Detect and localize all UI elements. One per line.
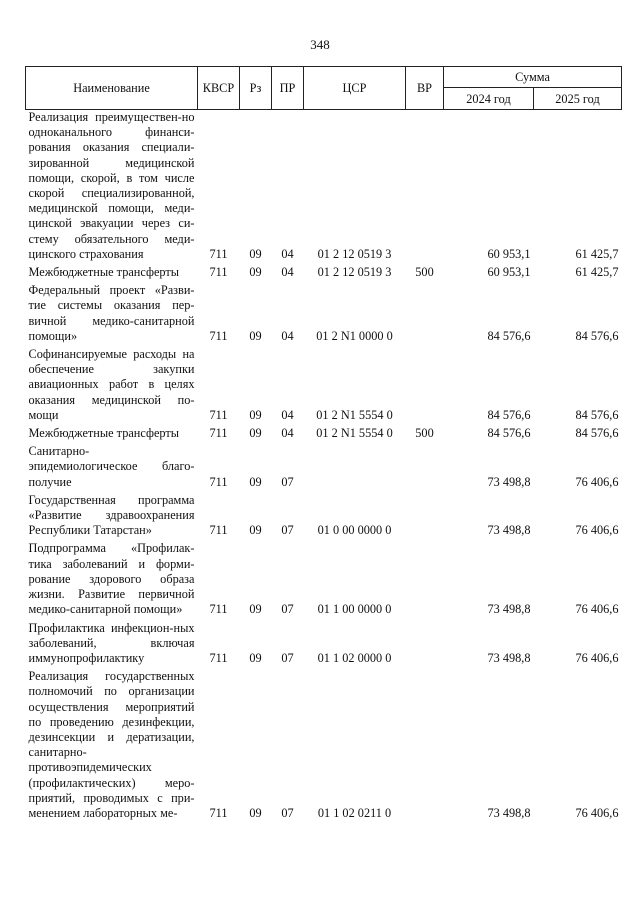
row-amount-2024: 84 576,6	[487, 328, 531, 343]
row-amount-2025: 84 576,6	[575, 407, 619, 422]
row-rz: 09	[249, 474, 262, 489]
row-vr	[406, 666, 444, 821]
table-row	[26, 538, 622, 617]
row-vr	[406, 618, 444, 667]
row-name: Межбюджетные трансферты	[28, 426, 180, 441]
row-kvsr: 711	[209, 650, 228, 665]
row-kvsr: 711	[209, 328, 228, 343]
header-rz: Рз	[240, 67, 272, 110]
row-amount-2024: 73 498,8	[487, 602, 531, 617]
row-rz: 09	[249, 246, 262, 261]
row-name: Реализация государственных полномочий по организации осуществления мероприятий по проведению дезинфекции, дезинсекции и дератизации, санитарно-противоэпидемических (профилактических) меро-приятий, проводимых с при-менением лабораторных ме-	[28, 669, 195, 820]
row-kvsr: 711	[209, 426, 228, 441]
row-rz: 09	[249, 328, 262, 343]
row-csr: 01 2 12 0519 3	[317, 246, 392, 261]
table-row	[26, 423, 622, 441]
row-csr: 01 1 02 0000 0	[317, 650, 392, 665]
row-amount-2025: 61 425,7	[575, 246, 619, 261]
row-pr: 07	[281, 523, 294, 538]
row-csr	[304, 441, 406, 490]
row-name: Государственная программа «Развитие здравоохранения Республики Татарстан»	[28, 492, 195, 538]
row-kvsr: 711	[209, 407, 228, 422]
row-csr: 01 2 N1 5554 0	[316, 407, 393, 422]
row-csr: 01 0 00 0000 0	[317, 523, 392, 538]
row-name: Профилактика инфекцион-ных заболеваний, включая иммунопрофилактику	[28, 620, 195, 665]
table-row	[26, 280, 622, 344]
row-rz: 09	[249, 805, 262, 820]
row-amount-2025: 76 406,6	[575, 474, 619, 489]
table-row	[26, 262, 622, 280]
table-row	[26, 666, 622, 821]
row-vr	[406, 110, 444, 263]
row-name: Санитарно-эпидемиологическое благо-получие	[28, 444, 195, 489]
row-amount-2024: 84 576,6	[487, 407, 531, 422]
table-row	[26, 110, 622, 263]
row-csr: 01 2 12 0519 3	[317, 265, 392, 280]
row-kvsr: 711	[209, 265, 228, 280]
row-kvsr: 711	[209, 602, 228, 617]
row-vr	[406, 344, 444, 423]
row-kvsr: 711	[209, 474, 228, 489]
row-amount-2024: 60 953,1	[487, 265, 531, 280]
header-year-2025: 2025 год	[534, 88, 622, 110]
header-year-2024: 2024 год	[444, 88, 534, 110]
row-csr: 01 2 N1 0000 0	[316, 328, 393, 343]
row-amount-2025: 76 406,6	[575, 602, 619, 617]
row-vr: 500	[415, 426, 434, 441]
row-kvsr: 711	[209, 246, 228, 261]
row-pr: 04	[281, 265, 294, 280]
row-rz: 09	[249, 426, 262, 441]
table-body	[26, 110, 622, 822]
row-name: Подпрограмма «Профилак-тика заболеваний и форми-рование здорового образа жизни. Развитие первичной медико-санитарной помощи»	[28, 541, 195, 617]
row-amount-2025: 76 406,6	[575, 523, 619, 538]
row-vr	[406, 538, 444, 617]
row-amount-2024: 84 576,6	[487, 426, 531, 441]
header-kvsr: КВСР	[198, 67, 240, 110]
budget-table	[25, 66, 622, 821]
table-row	[26, 441, 622, 490]
header-pr: ПР	[272, 67, 304, 110]
row-amount-2024: 73 498,8	[487, 650, 531, 665]
row-rz: 09	[249, 265, 262, 280]
row-vr: 500	[415, 265, 434, 280]
row-name: Межбюджетные трансферты	[28, 265, 180, 280]
row-amount-2025: 76 406,6	[575, 650, 619, 665]
row-csr: 01 2 N1 5554 0	[316, 426, 393, 441]
header-vr: ВР	[406, 67, 444, 110]
row-pr: 07	[281, 602, 294, 617]
row-csr: 01 1 00 0000 0	[317, 602, 392, 617]
row-vr	[406, 280, 444, 344]
row-amount-2025: 84 576,6	[575, 328, 619, 343]
table-row	[26, 344, 622, 423]
row-rz: 09	[249, 602, 262, 617]
page-number: 348	[310, 37, 330, 52]
row-amount-2025: 76 406,6	[575, 805, 619, 820]
row-vr	[406, 490, 444, 539]
row-pr: 07	[281, 650, 294, 665]
row-amount-2024: 73 498,8	[487, 474, 531, 489]
row-pr: 04	[281, 426, 294, 441]
row-pr: 07	[281, 805, 294, 820]
row-name: Реализация преимуществен-но одноканального финанси-рования оказания специали-зированной медицинской помощи, скорой, в том числе скорой специализированной, медицинской помощи, меди-цинской эвакуации через си-стему обязательного меди-цинского страхования	[28, 110, 195, 261]
header-name: Наименование	[26, 67, 198, 110]
row-amount-2025: 61 425,7	[575, 265, 619, 280]
row-pr: 04	[281, 246, 294, 261]
row-vr	[406, 441, 444, 490]
row-kvsr: 711	[209, 805, 228, 820]
row-csr: 01 1 02 0211 0	[317, 805, 392, 820]
row-pr: 07	[281, 474, 294, 489]
row-name: Софинансируемые расходы на обеспечение закупки авиационных работ в целях оказания медицинской по-мощи	[28, 347, 195, 422]
row-kvsr: 711	[209, 523, 228, 538]
row-rz: 09	[249, 523, 262, 538]
table-row	[26, 618, 622, 667]
table-row	[26, 490, 622, 539]
row-amount-2024: 73 498,8	[487, 805, 531, 820]
row-amount-2024: 60 953,1	[487, 246, 531, 261]
row-name: Федеральный проект «Разви-тие системы оказания пер-вичной медико-санитарной помощи»	[28, 283, 195, 343]
header-csr: ЦСР	[304, 67, 406, 110]
row-rz: 09	[249, 650, 262, 665]
header-sum: Сумма	[444, 67, 622, 88]
row-rz: 09	[249, 407, 262, 422]
row-pr: 04	[281, 328, 294, 343]
row-amount-2024: 73 498,8	[487, 523, 531, 538]
row-pr: 04	[281, 407, 294, 422]
table-header	[26, 67, 622, 110]
row-amount-2025: 84 576,6	[575, 426, 619, 441]
